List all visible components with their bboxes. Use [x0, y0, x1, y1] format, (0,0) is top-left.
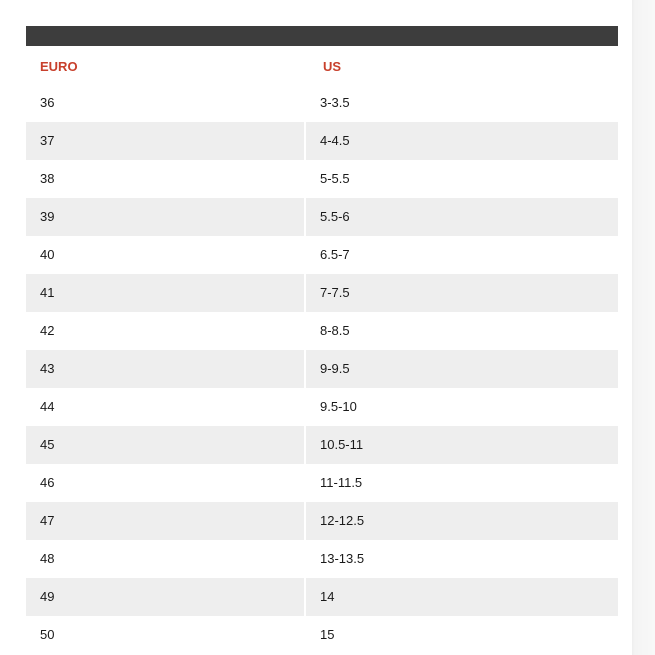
cell-us-size: 9-9.5: [306, 350, 618, 388]
table-row: [26, 350, 618, 388]
cell-us-size: 8-8.5: [320, 323, 350, 338]
cell-us-size: 13-13.5: [320, 551, 365, 566]
table-row: [26, 540, 618, 578]
table-row: [26, 616, 618, 654]
cell-euro-size: 40: [40, 247, 55, 262]
table-top-bar: [26, 26, 618, 46]
cell-us-size: 4-4.5: [306, 122, 618, 160]
cell-us-size: 11-11.5: [320, 475, 363, 490]
table-row: [26, 502, 618, 540]
cell-euro-size: 46: [40, 475, 55, 490]
cell-euro-size: 38: [40, 171, 55, 186]
table-row: [26, 464, 618, 502]
cell-euro-size: 45: [26, 426, 304, 464]
cell-us-size: 10.5-11: [306, 426, 618, 464]
table-row: [26, 236, 618, 274]
table-row: [26, 198, 618, 236]
table-row: [26, 122, 618, 160]
cell-euro-size: 42: [40, 323, 55, 338]
table-row: [26, 274, 618, 312]
cell-us-size: 5-5.5: [320, 171, 350, 186]
cell-euro-size: 36: [40, 95, 55, 110]
cell-euro-size: 50: [40, 627, 55, 642]
cell-euro-size: 43: [26, 350, 304, 388]
cell-euro-size: 39: [26, 198, 304, 236]
table-body: [26, 84, 618, 654]
cell-euro-size: 47: [26, 502, 304, 540]
cell-euro-size: 41: [26, 274, 304, 312]
cell-us-size: 12-12.5: [306, 502, 618, 540]
cell-us-size: 3-3.5: [320, 95, 350, 110]
cell-euro-size: 48: [40, 551, 55, 566]
cell-euro-size: 44: [40, 399, 55, 414]
column-header-euro: EURO: [40, 59, 78, 74]
table-row: [26, 578, 618, 616]
size-conversion-table: [26, 26, 618, 654]
cell-us-size: 5.5-6: [306, 198, 618, 236]
cell-us-size: 15: [320, 627, 335, 642]
table-row: [26, 84, 618, 122]
cell-euro-size: 49: [26, 578, 304, 616]
cell-us-size: 9.5-10: [320, 399, 357, 414]
table-row: [26, 312, 618, 350]
table-header-row: [26, 46, 618, 84]
table-row: [26, 426, 618, 464]
cell-us-size: 6.5-7: [320, 247, 350, 262]
cell-us-size: 14: [306, 578, 618, 616]
cell-us-size: 7-7.5: [306, 274, 618, 312]
column-header-us: US: [323, 59, 342, 74]
table-row: [26, 388, 618, 426]
cell-euro-size: 37: [26, 122, 304, 160]
page-right-edge: [632, 0, 655, 655]
table-row: [26, 160, 618, 198]
